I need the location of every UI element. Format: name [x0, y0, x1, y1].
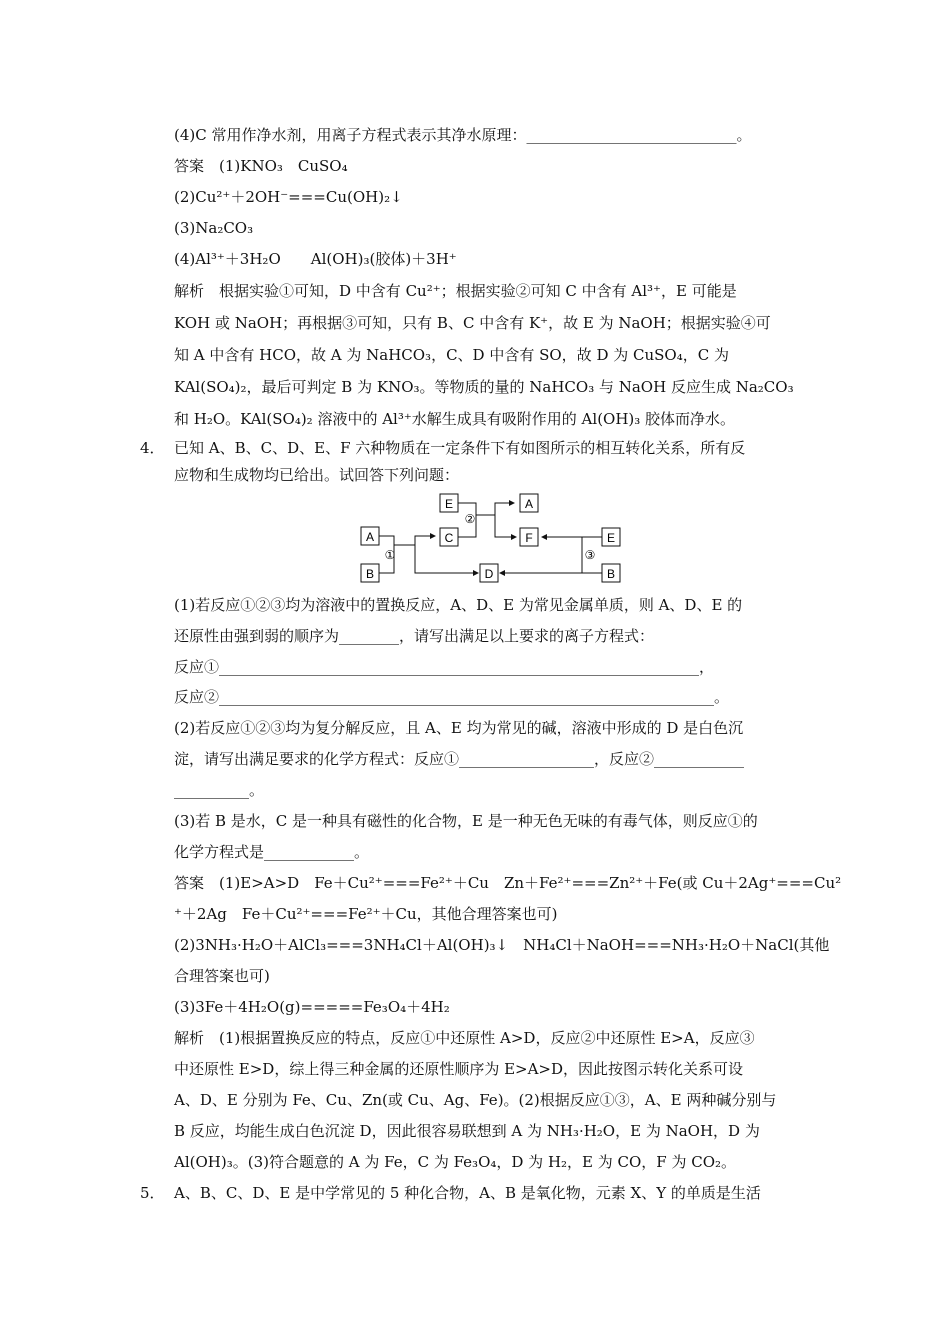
question-number: 5．: [140, 1184, 165, 1202]
q4-answer-line: 合理答案也可): [174, 967, 270, 985]
box-label: E: [444, 497, 454, 511]
q4-line: 淀，请写出满足要求的化学方程式：反应①__________________，反应②____________: [174, 750, 745, 768]
q3-analysis-line: KAl(SO₄)₂，最后可判定 B 为 KNO₃。等物质的量的 NaHCO₃ 与 NaOH 反应生成 Na₂CO₃: [174, 378, 794, 396]
q4-intro-line: 已知 A、B、C、D、E、F 六种物质在一定条件下有如图所示的相互转化关系，所有反: [174, 439, 746, 457]
box-label: B: [606, 567, 616, 581]
q4-analysis-line: 解析 (1)根据置换反应的特点，反应①中还原性 A>D，反应②中还原性 E>A，反应③: [174, 1029, 755, 1047]
q4-line: (1)若反应①②③均为溶液中的置换反应，A、D、E 为常见金属单质，则 A、D、E 的: [174, 596, 743, 614]
q4-answer-line: (3)3Fe＋4H₂O(g)=====Fe₃O₄＋4H₂: [174, 998, 450, 1016]
q5-line: A、B、C、D、E 是中学常见的 5 种化合物，A、B 是氧化物，元素 X、Y 的单质是生活: [174, 1184, 761, 1202]
q4-line: (3)若 B 是水，C 是一种具有磁性的化合物，E 是一种无色无味的有毒气体，则反应①的: [174, 812, 758, 830]
q3-part4-question: (4)C 常用作净水剂，用离子方程式表示其净水原理：____________________________。: [174, 126, 752, 144]
box-label: F: [525, 531, 533, 545]
q4-line: (2)若反应①②③均为复分解反应，且 A、E 均为常见的碱，溶液中形成的 D 是白色沉: [174, 719, 744, 737]
q3-analysis-line: KOH 或 NaOH；再根据③可知，只有 B、C 中含有 K⁺，故 E 为 NaOH；根据实验④可: [174, 314, 771, 332]
q4-line: 还原性由强到弱的顺序为________，请写出满足以上要求的离子方程式：: [174, 627, 655, 645]
reaction-label-2: ②: [464, 512, 476, 526]
q3-analysis-line: 和 H₂O。KAl(SO₄)₂ 溶液中的 Al³⁺水解生成具有吸附作用的 Al(OH)₃ 胶体而净水。: [174, 410, 736, 428]
box-label: B: [365, 567, 375, 581]
box-label: C: [444, 531, 454, 545]
box-label: A: [365, 530, 375, 544]
q4-analysis-line: Al(OH)₃。(3)符合题意的 A 为 Fe，C 为 Fe₃O₄，D 为 H₂，E 为 CO，F 为 CO₂。: [174, 1153, 737, 1171]
q3-answer-2: (2)Cu²⁺＋2OH⁻===Cu(OH)₂↓: [174, 188, 403, 206]
q4-line: 反应①________________________________________________________________，: [174, 658, 715, 676]
reaction-label-1: ①: [384, 548, 396, 562]
q4-analysis-line: B 反应，均能生成白色沉淀 D，因此很容易联想到 A 为 NH₃·H₂O，E 为 NaOH，D 为: [174, 1122, 760, 1140]
q3-answer-4: (4)Al³⁺＋3H₂O Al(OH)₃(胶体)＋3H⁺: [174, 250, 457, 268]
q4-analysis-line: A、D、E 分别为 Fe、Cu、Zn(或 Cu、Ag、Fe)。(2)根据反应①③，A、E 两种碱分别与: [174, 1091, 777, 1109]
reaction-label-3: ③: [584, 548, 596, 562]
q4-answer-line: (2)3NH₃·H₂O＋AlCl₃===3NH₄Cl＋Al(OH)₃↓ NH₄Cl＋NaOH===NH₃·H₂O＋NaCl(其他: [174, 936, 830, 954]
q3-analysis-line: 解析 根据实验①可知，D 中含有 Cu²⁺；根据实验②可知 C 中含有 Al³⁺，E 可能是: [174, 282, 737, 300]
q4-line: __________。: [174, 781, 265, 799]
box-label: D: [484, 567, 494, 581]
q4-line: 反应②__________________________________________________________________。: [174, 688, 730, 706]
q4-answer-line: 答案 (1)E>A>D Fe＋Cu²⁺===Fe²⁺＋Cu Zn＋Fe²⁺===Zn²⁺＋Fe(或 Cu＋2Ag⁺===Cu²: [174, 874, 842, 892]
reaction-diagram: [350, 490, 640, 590]
question-number: 4．: [140, 439, 165, 457]
q3-analysis-line: 知 A 中含有 HCO，故 A 为 NaHCO₃，C、D 中含有 SO，故 D 为 CuSO₄，C 为: [174, 346, 729, 364]
q4-line: 化学方程式是____________。: [174, 843, 370, 861]
q3-answer-3: (3)Na₂CO₃: [174, 219, 254, 237]
box-label: A: [524, 497, 534, 511]
q4-analysis-line: 中还原性 E>D，综上得三种金属的还原性顺序为 E>A>D，因此按图示转化关系可设: [174, 1060, 744, 1078]
box-label: E: [606, 531, 616, 545]
q4-intro-line: 应物和生成物均已给出。试回答下列问题：: [174, 466, 460, 484]
q4-answer-line: ⁺＋2Ag Fe＋Cu²⁺===Fe²⁺＋Cu，其他合理答案也可): [174, 905, 558, 923]
q3-answer-1: 答案 (1)KNO₃ CuSO₄: [174, 157, 348, 175]
